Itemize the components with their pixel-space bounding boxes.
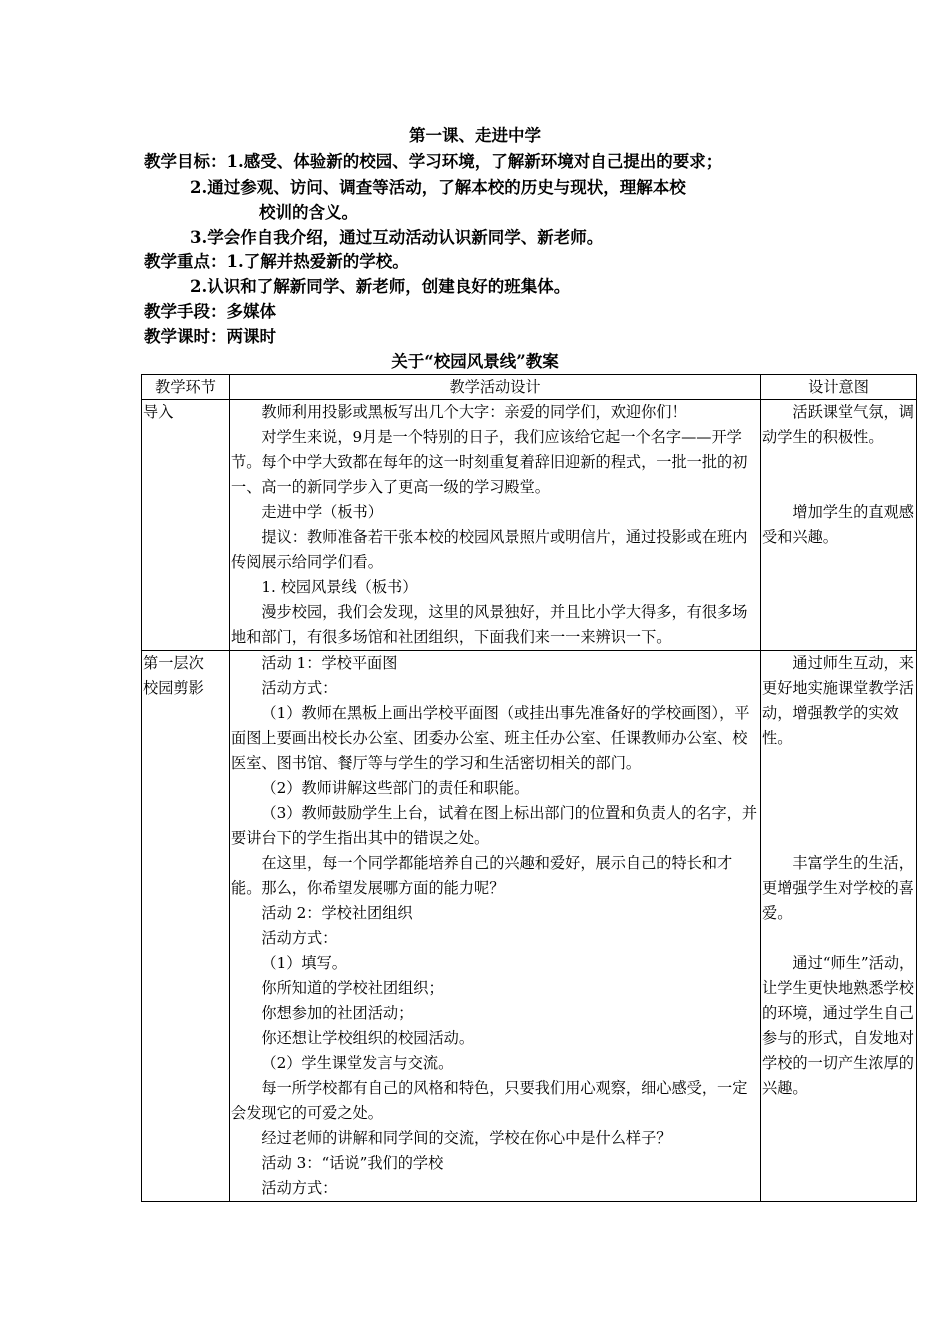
design-paragraph: 每一所学校都有自己的风格和特色，只要我们用心观察，细心感受，一定会发现它的可爱之处。	[231, 1079, 748, 1122]
stage-cell	[142, 651, 230, 1202]
design-paragraph: 活动方式：	[261, 679, 338, 697]
header-intent: 设计意图	[761, 375, 917, 400]
design-paragraph: （2）教师讲解这些部门的责任和职能。	[261, 779, 530, 797]
objectives-line-1	[144, 150, 722, 174]
design-paragraph: 活动方式：	[261, 929, 338, 947]
design-paragraph: 1. 校园风景线（板书）	[261, 578, 418, 596]
key-point-item-2: 2.认识和了解新同学、新老师，创建良好的班集体。	[190, 277, 571, 296]
stage-cell	[142, 400, 230, 651]
intent-paragraph: 丰富学生的生活，更增强学生对学校的喜爱。	[762, 854, 914, 922]
header-stage: 教学环节	[142, 375, 230, 400]
design-paragraph: （3）教师鼓励学生上台，试着在图上标出部门的位置和负责人的名字，并要讲台下的学生指出其中的错误之处。	[231, 804, 758, 847]
design-paragraph: 教师利用投影或黑板写出几个大字：亲爱的同学们，欢迎你们！	[261, 403, 687, 421]
table-title: 关于“校园风景线”教案	[391, 352, 559, 371]
design-paragraph: 在这里，每一个同学都能培养自己的兴趣和爱好，展示自己的特长和才能。那么，你希望发展哪方面的能力呢？	[231, 854, 733, 897]
table-row	[142, 651, 917, 1202]
table-header-row	[142, 375, 917, 400]
objectives-label: 教学目标：	[144, 152, 227, 171]
intent-paragraph: 通过师生互动，来更好地实施课堂教学活动，增强教学的实效性。	[762, 654, 914, 747]
key-points-label: 教学重点：	[144, 252, 227, 271]
design-paragraph: 漫步校园，我们会发现，这里的风景独好，并且比小学大得多，有很多场地和部门，有很多场馆和社团组织，下面我们来一一来辨识一下。	[231, 603, 748, 646]
design-paragraph: 对学生来说，9月是一个特别的日子，我们应该给它起一个名字——开学节。每个中学大致都在每年的这一时刻重复着辞旧迎新的程式，一批一批的初一、高一的新同学步入了更高一级的学习殿堂。	[231, 428, 748, 496]
table-row	[142, 400, 917, 651]
intent-paragraph: 活跃课堂气氛，调动学生的积极性。	[762, 403, 914, 446]
intent-cell	[761, 400, 917, 651]
design-paragraph: 你所知道的学校社团组织；	[261, 979, 444, 997]
design-paragraph: （1）教师在黑板上画出学校平面图（或挂出事先准备好的学校画图），平面图上要画出校长办公室、团委办公室、班主任办公室、任课教师办公室、校医室、图书馆、餐厅等与学生的学习和生活密切相关的部门。	[231, 704, 750, 772]
intent-cell	[761, 651, 917, 1202]
key-point-item-1: 1.了解并热爱新的学校。	[226, 252, 409, 271]
design-cell	[230, 400, 761, 651]
design-paragraph: 你想参加的社团活动；	[261, 1004, 414, 1022]
design-paragraph: 你还想让学校组织的校园活动。	[261, 1029, 475, 1047]
lesson-title: 第一课、走进中学	[409, 126, 541, 145]
design-paragraph: 经过老师的讲解和同学间的交流，学校在你心中是什么样子？	[261, 1129, 672, 1147]
objective-item-1: 1.感受、体验新的校园、学习环境，了解新环境对自己提出的要求；	[226, 152, 723, 171]
intent-paragraph: 通过“师生”活动，让学生更快地熟悉学校的环境，通过学生自己参与的形式，自发地对学校的一切产生浓厚的兴趣。	[762, 954, 915, 1097]
intent-spacer	[762, 450, 915, 500]
design-paragraph: （1）填写。	[261, 954, 347, 972]
key-points-line-1	[144, 250, 409, 274]
design-cell	[230, 651, 761, 1202]
design-paragraph: 提议：教师准备若干张本校的校园风景照片或明信片，通过投影或在班内传阅展示给同学们看。	[231, 528, 748, 571]
teaching-hours: 教学课时：两课时	[144, 327, 276, 346]
intent-paragraph: 增加学生的直观感受和兴趣。	[762, 503, 914, 546]
teaching-means: 教学手段：多媒体	[144, 302, 276, 321]
stage-label: 导入	[143, 403, 174, 421]
design-paragraph: 活动方式：	[261, 1179, 338, 1197]
header-design: 教学活动设计	[230, 375, 761, 400]
objective-item-2: 2.通过参观、访问、调查等活动，了解本校的历史与现状，理解本校	[190, 178, 686, 197]
stage-label: 第一层次	[143, 654, 204, 672]
design-paragraph: 活动 2：学校社团组织	[261, 904, 413, 922]
intent-spacer	[762, 926, 915, 951]
objective-item-3: 3.学会作自我介绍，通过互动活动认识新同学、新老师。	[190, 228, 604, 247]
objective-item-2-cont: 校训的含义。	[259, 203, 358, 222]
stage-label: 校园剪影	[143, 679, 204, 697]
design-paragraph: （2）学生课堂发言与交流。	[261, 1054, 454, 1072]
design-paragraph: 活动 1：学校平面图	[261, 654, 398, 672]
design-paragraph: 走进中学（板书）	[261, 503, 383, 521]
design-paragraph: 活动 3：“话说”我们的学校	[261, 1154, 444, 1172]
intent-spacer	[762, 751, 915, 851]
lesson-plan-table	[141, 374, 917, 1202]
